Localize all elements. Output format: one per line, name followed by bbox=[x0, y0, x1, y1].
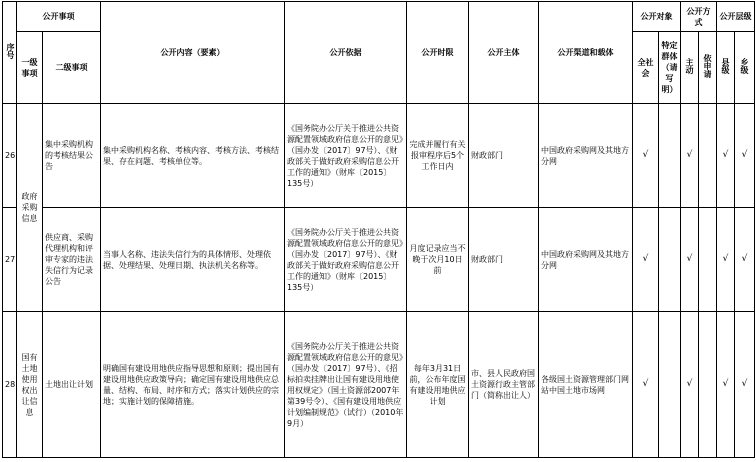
row-township: √ bbox=[735, 104, 755, 208]
row-content: 集中采购机构名称、考核内容、考核方法、考核结果、存在问题、考核单位等。 bbox=[101, 104, 285, 208]
row-request bbox=[699, 208, 717, 312]
row-active: √ bbox=[681, 312, 699, 458]
row-township: √ bbox=[735, 208, 755, 312]
row-subject: 财政部门 bbox=[469, 208, 539, 312]
header-method-request: 依申请 bbox=[699, 32, 717, 104]
row-county: √ bbox=[717, 312, 735, 458]
row-level1: 政府采购信息 bbox=[17, 104, 43, 312]
row-subject: 市、县人民政府国土资源行政主管部门（简称出让人） bbox=[469, 312, 539, 458]
table-row bbox=[3, 312, 755, 458]
header-level2: 二级事项 bbox=[43, 32, 101, 104]
row-channel: 中国政府采购网及其地方分网 bbox=[539, 104, 633, 208]
row-basis: 《国务院办公厅关于推进公共资源配置领域政府信息公开的意见》（国办发〔2017〕97号）、《财政部关于做好政府采购信息公开工作的通知》（财库〔2015〕135号） bbox=[285, 208, 407, 312]
row-level2: 集中采购机构的考核结果公告 bbox=[43, 104, 101, 208]
header-basis: 公开依据 bbox=[285, 2, 407, 104]
row-timing: 月度记录应当不晚于次月10日前 bbox=[407, 208, 469, 312]
row-channel: 中国政府采购网及其地方分网 bbox=[539, 208, 633, 312]
row-level2: 土地出让计划 bbox=[43, 312, 101, 458]
header-timing: 公开时限 bbox=[407, 2, 469, 104]
row-specific bbox=[659, 104, 681, 208]
row-level2: 供应商、采购代理机构和评审专家的违法失信行为记录公告 bbox=[43, 208, 101, 312]
header-channel: 公开渠道和载体 bbox=[539, 2, 633, 104]
header-level-township: 乡级 bbox=[735, 32, 755, 104]
row-seq: 27 bbox=[3, 208, 17, 312]
row-subject: 财政部门 bbox=[469, 104, 539, 208]
row-public: √ bbox=[633, 104, 659, 208]
row-county: √ bbox=[717, 104, 735, 208]
row-request bbox=[699, 104, 717, 208]
row-county: √ bbox=[717, 208, 735, 312]
row-content: 当事人名称、违法失信行为的具体情形、处理依据、处理结果、处理日期、执法机关名称等。 bbox=[101, 208, 285, 312]
row-specific bbox=[659, 312, 681, 458]
table-row bbox=[3, 104, 755, 208]
header-target-group: 公开对象 bbox=[633, 2, 681, 32]
row-seq: 26 bbox=[3, 104, 17, 208]
header-level-county: 县级 bbox=[717, 32, 735, 104]
row-specific bbox=[659, 208, 681, 312]
row-timing: 完成并履行有关报审程序后5个工作日内 bbox=[407, 104, 469, 208]
row-township: √ bbox=[735, 312, 755, 458]
header-method-active: 主动 bbox=[681, 32, 699, 104]
header-content: 公开内容（要素） bbox=[101, 2, 285, 104]
row-seq: 28 bbox=[3, 312, 17, 458]
row-channel: 各级国土资源管理部门网站中国土地市场网 bbox=[539, 312, 633, 458]
row-active: √ bbox=[681, 208, 699, 312]
header-subject: 公开主体 bbox=[469, 2, 539, 104]
row-basis: 《国务院办公厅关于推进公共资源配置领域政府信息公开的意见》（国办发〔2017〕97号）、《财政部关于做好政府采购信息公开工作的通知》（财库〔2015〕135号） bbox=[285, 104, 407, 208]
header-items-group: 公开事项 bbox=[17, 2, 101, 32]
row-public: √ bbox=[633, 312, 659, 458]
table-row bbox=[3, 208, 755, 312]
row-content: 明确国有建设用地供应指导思想和原则；提出国有建设用地供应政策导向；确定国有建设用地供应总量、结构、布局、时序和方式；落实计划供应的宗地；实施计划的保障措施。 bbox=[101, 312, 285, 458]
header-target-public: 全社会 bbox=[633, 32, 659, 104]
row-level1: 国有土地使用权出让信息 bbox=[17, 312, 43, 458]
header-level1: 一级事项 bbox=[17, 32, 43, 104]
row-active: √ bbox=[681, 104, 699, 208]
header-level-group: 公开层级 bbox=[717, 2, 755, 32]
header-target-specific: 特定群体（请写明） bbox=[659, 32, 681, 104]
header-method-group: 公开方式 bbox=[681, 2, 717, 32]
row-public: √ bbox=[633, 208, 659, 312]
row-request bbox=[699, 312, 717, 458]
disclosure-table bbox=[2, 1, 755, 458]
header-seq: 序号 bbox=[3, 2, 17, 104]
row-timing: 每年3月31日前，公布年度国有建设用地供应计划 bbox=[407, 312, 469, 458]
row-basis: 《国务院办公厅关于推进公共资源配置领域政府信息公开的意见》（国办发〔2017〕97号）、《招标拍卖挂牌出让国有建设用地使用权规定》（国土资源部2007年第39号令）、《国有建设用地供应计划编制规范》（试行）（2010年9月） bbox=[285, 312, 407, 458]
